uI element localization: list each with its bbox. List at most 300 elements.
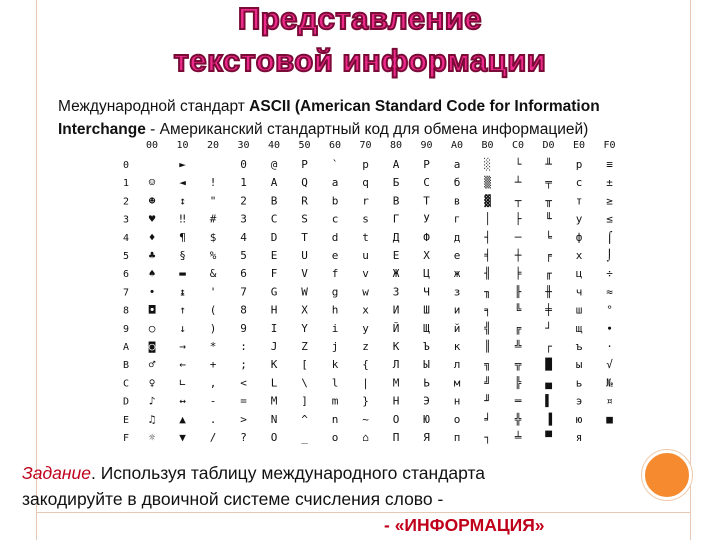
table-cell: } [362, 394, 369, 408]
table-cell: o [331, 431, 339, 444]
table-cell: и [453, 303, 461, 317]
table-cell: Ю [423, 412, 430, 426]
table-cell: ╝ [484, 376, 491, 390]
row-header: 5 [122, 251, 130, 262]
table-cell: ┐ [484, 431, 491, 444]
table-cell: н [453, 394, 461, 408]
table-cell: t [362, 230, 369, 244]
table-cell: ◙ [148, 340, 156, 353]
column-header: 20 [206, 140, 220, 151]
table-cell: 9 [240, 321, 247, 335]
table-cell: х [575, 249, 583, 262]
table-cell: l [331, 376, 339, 390]
table-cell: Й [392, 321, 400, 335]
table-cell: щ [575, 321, 583, 335]
row-header: D [122, 396, 130, 408]
table-cell: - [209, 394, 217, 408]
table-cell: ш [575, 303, 583, 317]
table-cell: ▬ [179, 267, 186, 281]
table-cell: r [362, 194, 369, 208]
table-cell: = [240, 394, 247, 408]
table-cell: O [270, 431, 278, 444]
table-cell: > [240, 412, 247, 426]
table-cell: ↕ [179, 194, 186, 208]
table-cell: v [362, 267, 369, 281]
intro-bold-1: ASCII (American Standard Code for Information [249, 98, 600, 115]
table-cell: ) [209, 321, 217, 335]
table-cell: L [270, 376, 278, 390]
table-cell: ▐ [545, 412, 552, 426]
table-cell: Ш [423, 303, 430, 317]
table-cell: \ [301, 376, 308, 390]
table-cell: ≡ [606, 158, 613, 171]
table-cell: [ [301, 358, 308, 372]
table-cell: з [453, 285, 461, 299]
table-cell: б [453, 176, 461, 190]
table-cell: я [575, 431, 583, 444]
table-cell: J [270, 340, 278, 353]
table-cell: ╨ [545, 158, 552, 171]
column-header: 30 [237, 140, 250, 151]
table-cell: @ [270, 158, 278, 171]
table-cell: С [423, 176, 430, 190]
table-cell: ☻ [148, 194, 156, 208]
table-cell: M [270, 394, 278, 408]
table-cell: ╙ [545, 212, 552, 226]
table-cell: ? [240, 431, 247, 444]
table-cell: Л [392, 358, 400, 372]
table-cell: ╓ [545, 267, 552, 281]
table-cell: ` [331, 158, 339, 171]
table-cell: ▼ [179, 431, 186, 444]
table-cell: │ [484, 212, 491, 226]
ascii-code-table [100, 136, 620, 452]
table-cell: п [453, 431, 461, 444]
table-cell: ( [209, 303, 217, 317]
table-cell: ╢ [484, 267, 491, 281]
table-cell: Н [392, 394, 400, 408]
column-header: 90 [420, 140, 433, 151]
table-cell: ▓ [484, 194, 491, 208]
intro-bold-2: Interchange [58, 121, 146, 138]
table-cell: ╧ [514, 431, 522, 444]
table-cell: ╚ [514, 303, 522, 317]
table-cell: ╛ [484, 412, 491, 426]
table-cell: т [575, 194, 583, 208]
table-cell: P [301, 158, 308, 171]
decorative-orange-circle [642, 450, 692, 500]
table-cell: ┴ [514, 176, 522, 190]
task-word: - «ИНФОРМАЦИЯ» [384, 515, 545, 535]
table-cell: к [453, 340, 461, 353]
table-cell: З [392, 285, 400, 299]
table-cell: ¶ [179, 230, 186, 244]
table-cell: k [331, 358, 339, 372]
table-cell: ┤ [484, 230, 491, 244]
table-cell: ○ [148, 321, 156, 335]
table-cell: ┼ [514, 249, 522, 262]
row-header: 1 [122, 178, 130, 190]
slide-title-line-1: Представление [237, 1, 483, 36]
row-header: 9 [122, 323, 130, 335]
table-cell: ∟ [179, 376, 186, 390]
table-cell: ⌡ [606, 249, 613, 262]
table-cell: A [270, 176, 278, 190]
table-cell: 1 [240, 176, 247, 190]
table-cell: T [301, 230, 308, 244]
slide-title-line-2: текстовой информации [173, 43, 547, 78]
table-cell: █ [545, 358, 552, 372]
table-cell: Ф [423, 230, 430, 244]
column-header: B0 [481, 140, 494, 151]
table-cell: ± [606, 176, 613, 190]
table-cell: x [362, 303, 369, 317]
task-line-1: . Используя таблицу международного стандарта [90, 463, 486, 483]
table-cell: # [209, 212, 217, 226]
table-cell: ≥ [606, 194, 613, 208]
table-cell: & [209, 267, 217, 281]
table-cell: ф [575, 230, 583, 244]
table-cell: · [606, 340, 613, 353]
table-cell: └ [514, 158, 522, 171]
table-cell: ▌ [545, 394, 552, 408]
table-cell: ╦ [514, 358, 522, 372]
table-cell: И [392, 303, 400, 317]
table-cell: о [453, 412, 461, 426]
column-header: C0 [511, 140, 525, 151]
table-cell: Г [392, 212, 400, 226]
table-cell: ╠ [514, 376, 522, 390]
table-cell: 6 [240, 267, 247, 281]
column-header: 70 [359, 140, 372, 151]
column-header: 50 [298, 140, 311, 151]
table-cell: Х [423, 249, 430, 262]
table-cell: < [240, 376, 247, 390]
table-cell: ├ [514, 212, 522, 226]
table-cell: ц [575, 267, 583, 281]
row-header: 0 [122, 160, 130, 171]
table-cell: S [301, 212, 308, 226]
table-cell: √ [606, 358, 613, 372]
table-cell: а [453, 158, 461, 171]
column-header: 40 [267, 140, 281, 151]
table-cell: й [453, 321, 461, 335]
table-cell: Ь [423, 376, 430, 390]
table-cell: % [209, 249, 217, 262]
table-cell: d [331, 230, 339, 244]
table-cell: Y [301, 321, 308, 335]
table-cell: ╩ [514, 340, 522, 353]
table-cell: в [453, 194, 461, 208]
table-cell: Э [423, 394, 430, 408]
table-cell: ч [575, 285, 583, 299]
table-cell: д [453, 230, 461, 244]
table-cell: N [270, 412, 278, 426]
table-cell: j [331, 340, 339, 353]
table-cell: 3 [240, 212, 247, 226]
table-cell: ¤ [606, 394, 613, 408]
column-header: E0 [572, 140, 586, 151]
table-cell: ╔ [514, 321, 522, 335]
table-cell: Щ [423, 321, 430, 335]
table-cell: е [453, 249, 461, 262]
table-cell: ♣ [148, 249, 156, 262]
table-cell: ю [575, 412, 583, 426]
table-cell: b [331, 194, 339, 208]
table-cell: f [331, 267, 339, 281]
table-cell: П [392, 431, 400, 444]
table-cell: Д [392, 230, 400, 244]
table-cell: Q [301, 176, 308, 190]
table-cell: ↔ [179, 394, 186, 408]
intro-text-2: - Американский стандартный код для обмена информацией) [145, 121, 589, 138]
row-header: 8 [122, 305, 130, 317]
table-cell: ► [179, 158, 186, 171]
table-cell: э [575, 394, 583, 408]
intro-paragraph [58, 95, 698, 141]
table-cell: ← [179, 358, 186, 372]
table-cell: ╜ [484, 394, 491, 408]
table-cell: + [209, 358, 217, 372]
table-cell: • [148, 285, 156, 299]
table-cell: ◘ [148, 303, 156, 317]
table-cell: I [270, 321, 278, 335]
table-cell: " [209, 194, 217, 208]
table-cell: ╥ [545, 194, 552, 208]
table-cell: ‼ [179, 212, 186, 226]
table-cell: ╬ [514, 412, 522, 426]
table-cell: ♠ [148, 267, 156, 281]
row-header: A [122, 342, 130, 353]
table-cell: 7 [240, 285, 247, 299]
table-cell: ; [240, 358, 247, 372]
table-cell: $ [209, 230, 217, 244]
table-cell: ▄ [545, 376, 552, 390]
table-cell: ╗ [484, 358, 491, 372]
table-cell: Я [423, 431, 430, 444]
table-cell: y [362, 321, 369, 335]
table-cell: ║ [484, 340, 491, 353]
row-header: 2 [122, 196, 130, 208]
table-cell: 4 [240, 230, 247, 244]
table-cell: V [301, 267, 308, 281]
table-cell: ╘ [545, 230, 552, 244]
table-cell: Ъ [423, 340, 430, 353]
table-cell: ъ [575, 340, 583, 353]
table-cell: ╣ [484, 321, 491, 335]
column-header: 80 [389, 140, 403, 151]
table-cell: Ч [423, 285, 430, 299]
table-cell: Ц [423, 267, 430, 281]
table-cell: X [301, 303, 308, 317]
table-cell: e [331, 249, 339, 262]
row-header: E [122, 414, 130, 426]
table-cell: R [301, 194, 308, 208]
table-cell: ╟ [514, 285, 522, 299]
table-cell: р [575, 158, 583, 171]
table-cell: ^ [301, 412, 308, 426]
table-cell: у [575, 212, 583, 226]
table-cell: ÷ [606, 267, 613, 281]
table-cell: ♂ [148, 358, 156, 372]
table-cell: Б [392, 176, 400, 190]
table-cell: p [362, 158, 369, 171]
table-cell: a [331, 176, 339, 190]
row-header: C [122, 378, 130, 390]
table-cell: → [179, 340, 186, 353]
task-line-2: закодируйте в двоичной системе счисления слово - [22, 489, 444, 509]
table-cell: ⌠ [606, 230, 613, 244]
row-header: F [122, 433, 130, 444]
table-cell: c [331, 212, 339, 226]
table-cell: № [606, 376, 613, 390]
table-cell: ▲ [179, 412, 186, 426]
intro-text-1: Международной стандарт [58, 98, 250, 115]
table-cell: ≤ [606, 212, 613, 226]
table-cell: ы [575, 358, 583, 372]
task-paragraph [22, 460, 662, 535]
table-cell: К [392, 340, 400, 353]
column-header: D0 [542, 140, 555, 151]
table-cell: ╒ [545, 249, 552, 262]
table-cell: m [331, 394, 339, 408]
table-cell: w [362, 285, 369, 299]
row-header: 7 [122, 287, 130, 299]
table-cell: ╫ [545, 285, 552, 299]
table-cell: ═ [514, 394, 522, 408]
table-cell: E [270, 249, 278, 262]
table-cell: ┌ [545, 340, 552, 353]
table-cell: 0 [240, 158, 247, 171]
table-cell: ♦ [148, 230, 156, 244]
table-cell: Z [301, 340, 308, 353]
table-cell: ] [301, 394, 308, 408]
table-cell: C [270, 212, 278, 226]
column-header: 00 [145, 140, 159, 151]
table-cell: ■ [606, 412, 613, 426]
table-cell: ° [606, 303, 613, 317]
table-cell: м [453, 376, 461, 390]
column-header: 10 [176, 140, 189, 151]
table-cell: ≈ [606, 285, 613, 299]
table-cell: ╕ [484, 303, 491, 317]
table-cell: 8 [240, 303, 247, 317]
table-cell: i [331, 321, 339, 335]
row-header: B [122, 360, 130, 372]
table-cell: ↑ [179, 303, 186, 317]
table-cell: ▒ [484, 176, 491, 190]
table-cell: 2 [240, 194, 247, 208]
table-cell: ╖ [484, 285, 491, 299]
table-cell: { [362, 358, 369, 372]
table-cell: q [362, 176, 369, 190]
table-cell: ♫ [148, 412, 156, 426]
table-cell: / [209, 431, 217, 444]
table-cell: Е [392, 249, 400, 262]
table-cell: г [453, 212, 461, 226]
table-cell: § [179, 249, 186, 262]
slide-frame-right-line [690, 0, 691, 540]
table-cell: H [270, 303, 278, 317]
table-cell: ⌂ [362, 431, 369, 444]
table-cell: n [331, 412, 339, 426]
table-cell: ♪ [148, 394, 156, 408]
table-cell: ↓ [179, 321, 186, 335]
table-cell: ☼ [148, 431, 156, 444]
column-header: A0 [450, 140, 464, 151]
task-label: Задание [22, 463, 91, 483]
table-cell: О [392, 412, 400, 426]
table-cell: Р [423, 158, 430, 171]
column-header: 60 [328, 140, 342, 151]
table-cell: ╞ [514, 267, 522, 281]
table-cell: ─ [514, 230, 522, 244]
table-cell: ↨ [179, 285, 186, 299]
table-cell: М [392, 376, 400, 390]
table-cell: ░ [484, 158, 491, 171]
table-cell: | [362, 376, 369, 390]
table-cell: ь [575, 376, 583, 390]
table-cell: Ж [392, 267, 400, 281]
table-cell: У [423, 212, 430, 226]
table-cell: ╤ [545, 176, 552, 190]
row-header: 4 [122, 232, 130, 244]
table-cell: с [575, 176, 583, 190]
table-cell: , [209, 376, 217, 390]
table-cell: ▀ [545, 431, 552, 444]
slide-frame-bottom-line [36, 512, 691, 513]
table-cell: ♀ [148, 376, 156, 390]
table-cell: ☺ [148, 176, 156, 190]
table-cell: ! [209, 176, 217, 190]
table-cell: Т [423, 194, 430, 208]
row-header: 3 [122, 214, 130, 226]
table-cell: z [362, 340, 369, 353]
table-cell: ╡ [484, 249, 491, 262]
table-cell: D [270, 230, 278, 244]
table-cell: g [331, 285, 339, 299]
table-cell: s [362, 212, 369, 226]
table-cell: ♥ [148, 212, 156, 226]
table-cell: F [270, 267, 278, 281]
table-cell: K [270, 358, 278, 372]
table-cell: ж [453, 267, 461, 281]
table-cell: W [301, 285, 308, 299]
table-cell: . [209, 412, 217, 426]
table-cell: 5 [240, 249, 247, 262]
table-cell: ∙ [606, 321, 613, 335]
table-cell: ┬ [514, 194, 522, 208]
row-header: 6 [122, 269, 130, 281]
table-cell: ╪ [545, 303, 552, 317]
table-cell: ┘ [545, 321, 552, 335]
table-cell: л [453, 358, 461, 372]
table-cell: В [392, 194, 400, 208]
table-cell: Ы [423, 358, 430, 372]
table-cell: B [270, 194, 278, 208]
slide-frame-left-line [36, 0, 37, 540]
table-cell: ~ [362, 412, 369, 426]
table-cell: h [331, 303, 339, 317]
table-cell: G [270, 285, 278, 299]
table-cell: _ [301, 431, 308, 444]
table-cell: U [301, 249, 308, 262]
column-header: F0 [603, 140, 616, 151]
table-cell: ' [209, 285, 217, 299]
table-cell: * [209, 340, 217, 353]
table-cell: ◄ [179, 176, 186, 190]
table-cell: А [392, 158, 400, 171]
